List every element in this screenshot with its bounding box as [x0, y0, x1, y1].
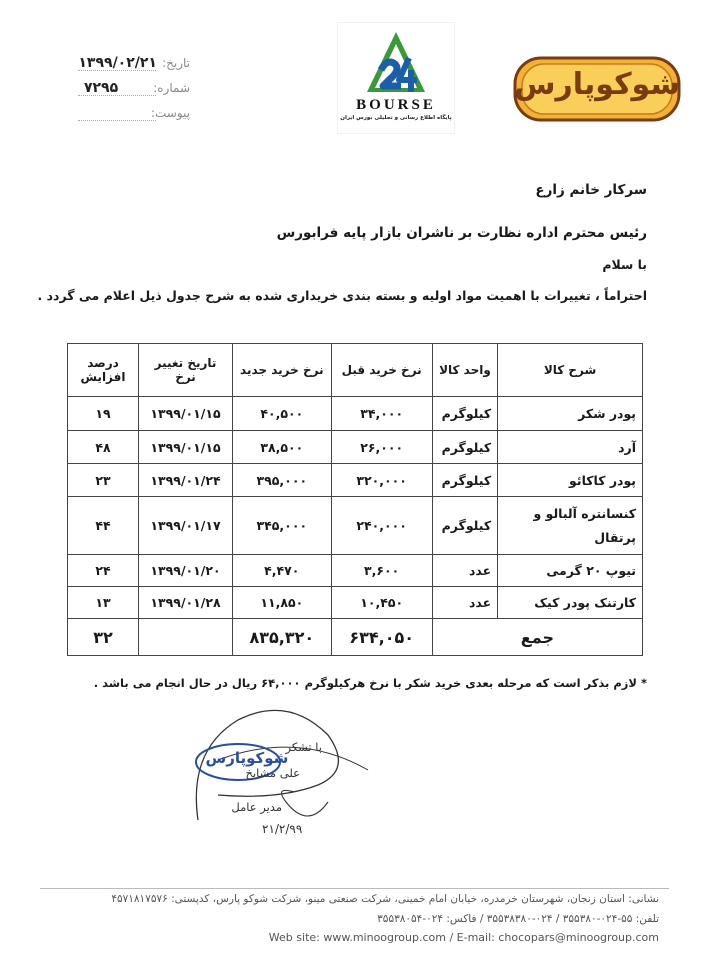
cell-unit: کیلوگرم [432, 497, 497, 555]
closing: با تشکر [285, 740, 322, 754]
bourse-logo-text: BOURSE [356, 97, 436, 113]
footnote: * لازم بذکر است که مرحله بعدی خرید شکر با نرخ هرکیلوگرم ۶۴,۰۰۰ ریال در حال انجام می باشد . [93, 676, 647, 690]
table-row [68, 555, 643, 587]
cell-old-price: ۱۰,۴۵۰ [331, 587, 432, 619]
total-new-price: ۸۳۵,۳۲۰ [233, 619, 332, 656]
sign-date: ۲۱/۲/۹۹ [262, 822, 303, 836]
date-underline [78, 70, 156, 71]
total-old-price: ۶۳۴,۰۵۰ [331, 619, 432, 656]
intro-text: احتراماً ، تغییرات با اهمیت مواد اولیه و بسته بندی خریداری شده به شرح جدول ذیل اعلام می گردد . [37, 288, 647, 303]
table-row [68, 587, 643, 619]
cell-increase-pct: ۲۴ [68, 555, 139, 587]
number-label: شماره: [153, 81, 190, 95]
cell-unit: عدد [432, 555, 497, 587]
cell-new-price: ۴,۴۷۰ [233, 555, 332, 587]
cell-increase-pct: ۴۸ [68, 431, 139, 464]
table-total-row [68, 619, 643, 656]
cell-unit: کیلوگرم [432, 431, 497, 464]
cell-old-price: ۳,۶۰۰ [331, 555, 432, 587]
cell-new-price: ۱۱,۸۵۰ [233, 587, 332, 619]
bourse-logo-subtitle: پایگاه اطلاع رسانی و تحلیلی بورس ایران [340, 115, 452, 121]
greeting: با سلام [602, 257, 647, 272]
cell-increase-pct: ۴۴ [68, 497, 139, 555]
cell-new-price: ۳۸,۵۰۰ [233, 431, 332, 464]
date-value: ۱۳۹۹/۰۲/۲۱ [78, 55, 157, 71]
footer-phones: تلفن: ۵۵-۰۲۴-۳۵۵۳۸۰ / ۰۲۴-۳۵۵۳۸۳۸۰ / فاکس: ۰۲۴-۳۵۵۳۸۰۵۴ [377, 913, 659, 925]
footer-address: نشانی: استان زنجان، شهرستان خرمدره، خیابان امام خمینی، شرکت صنعتی مینو، شرکت شوکو پارس، کدپستی: ۴۵۷۱۸۱۷۵۷۶ [111, 893, 659, 905]
price-change-table [67, 343, 643, 656]
date-row [60, 52, 190, 71]
cell-increase-pct: ۱۹ [68, 397, 139, 431]
footer-web: Web site: www.minoogroup.com / E-mail: chocopars@minoogroup.com [268, 931, 659, 944]
cell-change-date: ۱۳۹۹/۰۱/۲۰ [138, 555, 232, 587]
cell-change-date: ۱۳۹۹/۰۱/۱۵ [138, 397, 232, 431]
total-increase-pct: ۳۲ [68, 619, 139, 656]
cell-old-price: ۲۶,۰۰۰ [331, 431, 432, 464]
cell-item: کنسانتره آلبالو و پرتقال [498, 497, 643, 555]
table-row [68, 464, 643, 497]
cell-unit: کیلوگرم [432, 397, 497, 431]
number-underline [78, 95, 156, 96]
table-row [68, 497, 643, 555]
header-old-price: نرخ خرید قبل [331, 344, 432, 397]
attachment-row [60, 102, 190, 121]
cell-increase-pct: ۱۳ [68, 587, 139, 619]
cell-item: تیوپ ۲۰ گرمی [498, 555, 643, 587]
footer-divider [40, 888, 669, 889]
cell-item: پودر شکر [498, 397, 643, 431]
header-unit: واحد کالا [432, 344, 497, 397]
cell-old-price: ۲۴۰,۰۰۰ [331, 497, 432, 555]
cell-item: کارتنک پودر کیک [498, 587, 643, 619]
header-item: شرح کالا [498, 344, 643, 397]
cell-change-date: ۱۳۹۹/۰۱/۱۷ [138, 497, 232, 555]
cell-old-price: ۳۴,۰۰۰ [331, 397, 432, 431]
cell-new-price: ۴۰,۵۰۰ [233, 397, 332, 431]
date-label: تاریخ: [162, 56, 190, 70]
cell-new-price: ۳۴۵,۰۰۰ [233, 497, 332, 555]
recipient-title: رئیس محترم اداره نظارت بر ناشران بازار پایه فرابورس [276, 225, 647, 241]
attachment-label: پیوست: [150, 106, 190, 120]
cell-increase-pct: ۲۳ [68, 464, 139, 497]
total-empty-cell [138, 619, 232, 656]
cell-item: پودر کاکائو [498, 464, 643, 497]
brand-name: شوکوپارس [514, 67, 680, 102]
number-row [60, 77, 190, 96]
cell-item: آرد [498, 431, 643, 464]
cell-change-date: ۱۳۹۹/۰۱/۲۴ [138, 464, 232, 497]
table-row [68, 431, 643, 464]
table-row [68, 397, 643, 431]
number-value: ۷۲۹۵ [83, 80, 119, 96]
signatory-role: مدیر عامل [231, 800, 282, 814]
company-stamp: شوکوپارس [205, 749, 289, 767]
cell-new-price: ۳۹۵,۰۰۰ [233, 464, 332, 497]
header-new-price: نرخ خرید جدید [233, 344, 332, 397]
signatory-name: علی مشایخ [245, 766, 300, 780]
cell-change-date: ۱۳۹۹/۰۱/۲۸ [138, 587, 232, 619]
attachment-underline [78, 120, 156, 121]
cell-old-price: ۳۲۰,۰۰۰ [331, 464, 432, 497]
header-change-date: تاریخ تغییر نرخ [138, 344, 232, 397]
cell-unit: عدد [432, 587, 497, 619]
cell-change-date: ۱۳۹۹/۰۱/۱۵ [138, 431, 232, 464]
salutation: سرکار خانم زارع [535, 182, 647, 198]
total-label: جمع [432, 619, 642, 656]
table-header-row [68, 344, 643, 397]
header-increase-pct: درصد افزایش [68, 344, 139, 397]
cell-unit: کیلوگرم [432, 464, 497, 497]
